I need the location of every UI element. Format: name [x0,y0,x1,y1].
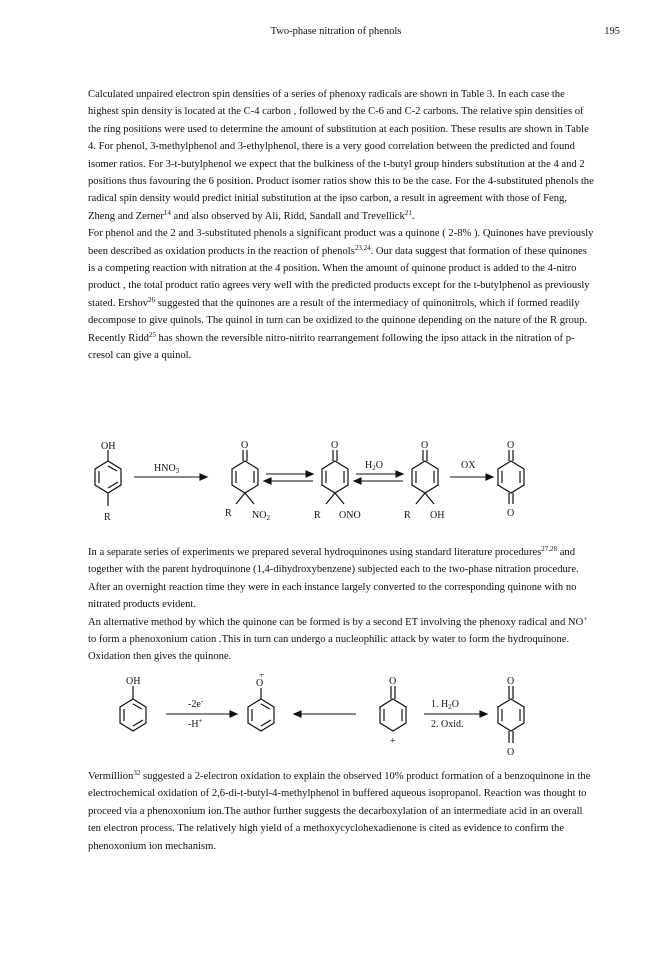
text-run: to form a phenoxonium cation .This in turn can undergo a nucleophilic attack by water to form the hydroquinone. Oxidation then gives the quinone. [88,634,570,663]
paragraph-text [88,544,594,614]
text-run: suggested that the quinones are a result of the intermediacy of quinonitrols, which if formed readily decompose to give quinols. The quinol in turn can be oxidized to the quinone depending on the nature of the R group. Recently Ridd [88,297,588,344]
paragraph-quinones [88,225,594,364]
text-run: and together with the parent hydroquinone (1,4-dihydroxybenzene) subjected each to the two-phase nitration procedure. After an overnight reaction time they were in each instance largely converted to the corresponding quinone with no nitrated products evident. [88,547,579,611]
text-run: For phenol and the 2 and 3-substituted phenols a significant product was a quinone ( 2-8% ). Quinones have previously been described as oxidation products in the reaction of phenols [88,228,594,257]
rearrangement-arrow [294,711,356,717]
text-run: Calculated unpaired electron spin densities of a series of phenoxy radicals are shown in Table 3. In each case the highest spin density is located at the C-4 carbon , followed by the C-6 and C-2 carbons. The relative spin densities of the ring positions were used to determine the amount of substitution at each position. These results are shown in Table 4. For phenol, 3-methylphenol and 3-ethylphenol, there is a very good correlation between the predicted and found isomer ratios. For 3-t-butylphenol we expect that the bulkiness of the t-butyl group hinders substitution at the 4 and 2 positions thus favouring the 6 position. Product isomer ratios show this to be the case. For the 4-substituted phenols the radical spin density would predict initial substitution at the ipso carbon, a result in agreement with those of Feng, Zheng and Zerner [88,89,594,222]
paragraph-text [88,86,594,225]
cation-charge: + [259,674,265,680]
reaction-scheme-quinol [88,438,594,526]
step-hydrolysis: 1. $H_2O$ [431,699,459,711]
r-group-label: R [225,508,232,519]
reagent-water: $H_2O$ [365,460,383,472]
paragraph-vermillion [88,768,594,855]
hydrolysis-arrow [424,711,487,717]
oxidation-label: -2e- [188,697,204,710]
carbonyl-oxygen-label: O [507,508,515,519]
benzoquinone-structure [498,450,524,504]
benzoquinone-structure [498,686,524,743]
paragraph-hydroquinones [88,544,594,666]
text-run: suggested a 2-electron oxidation to explain the observed 10% product formation of a benzoquinone in the electrochemical oxidation of 2,6-di-t-butyl-4-methylphenol in buffered aqueous isopropanol. Reaction was thought to proceed via a phenoxonium ion.The author further suggests the decarboxylation of an intermediate acid in an overall ten electron process. The relatively high yield of a methoxycyclohexadienone is cited as evidence to confirm the phenoxonium ion mechanism. [88,771,591,852]
hydroxyl-label: OH [126,676,141,687]
cyclohexadienone-cation-structure [380,686,406,731]
cation-charge: + [390,736,396,747]
oxygen-label: O [256,678,264,689]
carbonyl-oxygen-label: O [507,440,515,451]
citation: 14 [163,208,171,217]
citation: 21 [404,208,412,217]
text-run: Vermillion [88,771,134,782]
page-number: 195 [604,26,620,37]
carbonyl-oxygen-label: O [241,440,249,451]
equilibrium-arrows-2 [354,471,403,484]
citation: 32 [133,769,141,777]
paragraph-text [88,768,594,855]
hydroxyl-label: OH [101,441,116,452]
carbonyl-oxygen-label: O [507,747,515,758]
text-run: . [411,210,415,222]
carbonyl-oxygen-label: O [507,676,515,687]
carbonyl-oxygen-label: O [331,440,339,451]
carbonyl-oxygen-label: O [389,676,397,687]
text-run: An alternative method by which the quinone can be formed is by a second ET involving the phenoxy radical and NO [88,616,584,628]
r-group-label: R [104,512,111,523]
reagent-hno3: $HNO_3$ [154,463,180,475]
citation: 25 [148,330,156,339]
r-group-label: R [314,510,321,521]
citation: 23,24 [354,243,371,252]
quinonitrol-structure [232,450,258,504]
nitration-arrow [134,474,207,480]
citation: 26 [148,295,156,304]
reaction-scheme-phenoxonium [88,674,594,760]
text-run: has shown the reversible nitro-nitrito rearrangement following the ipso attack in the nitration of p-cresol can give a quinol. [88,332,575,362]
reagent-oxidant: OX [461,460,476,471]
nitrite-group-label: ONO [339,510,361,521]
paragraph-phenoxonium [88,614,594,666]
step-oxidation: 2. Oxid. [431,719,464,730]
text-run: and also observed by Ali, Ridd, Sandall and Trevellick [170,210,405,222]
oxidation-arrow [450,474,493,480]
citation: 27,28 [541,545,558,553]
equilibrium-arrows-1 [264,471,313,484]
superscript: + [583,614,588,623]
phenol-structure [95,450,121,506]
nitro-group-label: $NO_2$ [252,510,270,522]
paragraph-spin-densities [88,86,594,365]
deprotonation-label: -H+ [188,717,203,730]
phenoxonium-structure [248,688,274,731]
nitrite-ester-structure [322,450,348,504]
scheme-2-drawing [88,674,594,760]
text-run: In a separate series of experiments we prepared several hydroquinones using standard literature procedures [88,547,542,558]
r-group-label: R [404,510,411,521]
running-title: Two-phase nitration of phenols [270,26,402,37]
page-header [0,26,672,42]
quinol-structure [412,450,438,504]
carbonyl-oxygen-label: O [421,440,429,451]
scheme-1-drawing [88,438,594,526]
text-run: . Our data suggest that formation of these quinones is a competing reaction with nitration at the 4 position. When the amount of quinone product is added to the 4-nitro product , the total product ratio agrees very well with the predicted products except for the t-butylphenol as previously stated. Ershov [88,245,590,309]
phenol-structure [120,686,146,731]
hydroxyl-label: OH [430,510,445,521]
